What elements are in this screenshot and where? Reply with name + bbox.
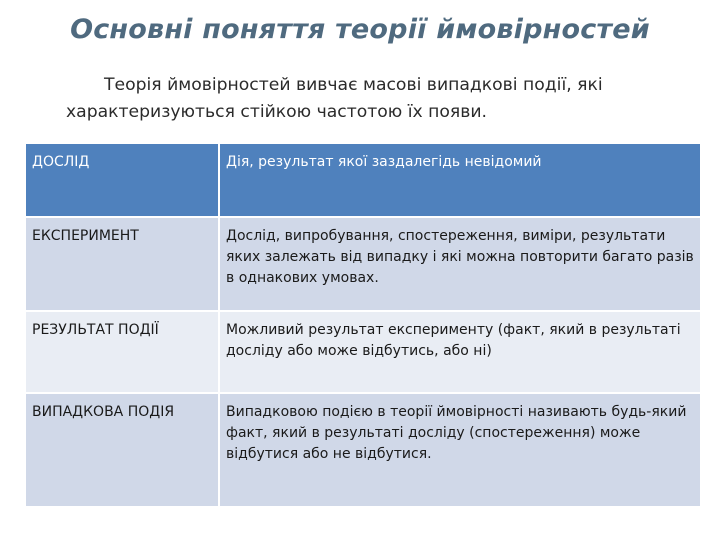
definition-cell: Дослід, випробування, спостереження, виміри, результати яких залежать від випадку і які можна повторити багато разів в однакових умовах. [219,217,700,311]
intro-paragraph [66,72,686,126]
definition-cell: Можливий результат експерименту (факт, який в результаті досліду або може відбутись, або ні) [219,311,700,393]
definition-cell: Дія, результат якої заздалегідь невідомий [219,144,700,217]
definition-cell: Випадковою подією в теорії ймовірності називають будь-який факт, який в результаті досліду (спостереження) може відбутися або не відбутися. [219,393,700,507]
table-row [26,311,700,393]
definitions-table [26,144,700,508]
table-row [26,393,700,507]
table-row-header [26,144,700,217]
table-row [26,217,700,311]
term-cell: ВИПАДКОВА ПОДІЯ [26,393,219,507]
term-cell: ДОСЛІД [26,144,219,217]
term-cell: ЕКСПЕРИМЕНТ [26,217,219,311]
slide-title: Основні поняття теорії ймовірностей [70,14,650,45]
intro-text: Теорія ймовірностей вивчає масові випадкові події, які характеризуються стійкою частотою їх появи. [66,75,603,122]
term-cell: РЕЗУЛЬТАТ ПОДІЇ [26,311,219,393]
